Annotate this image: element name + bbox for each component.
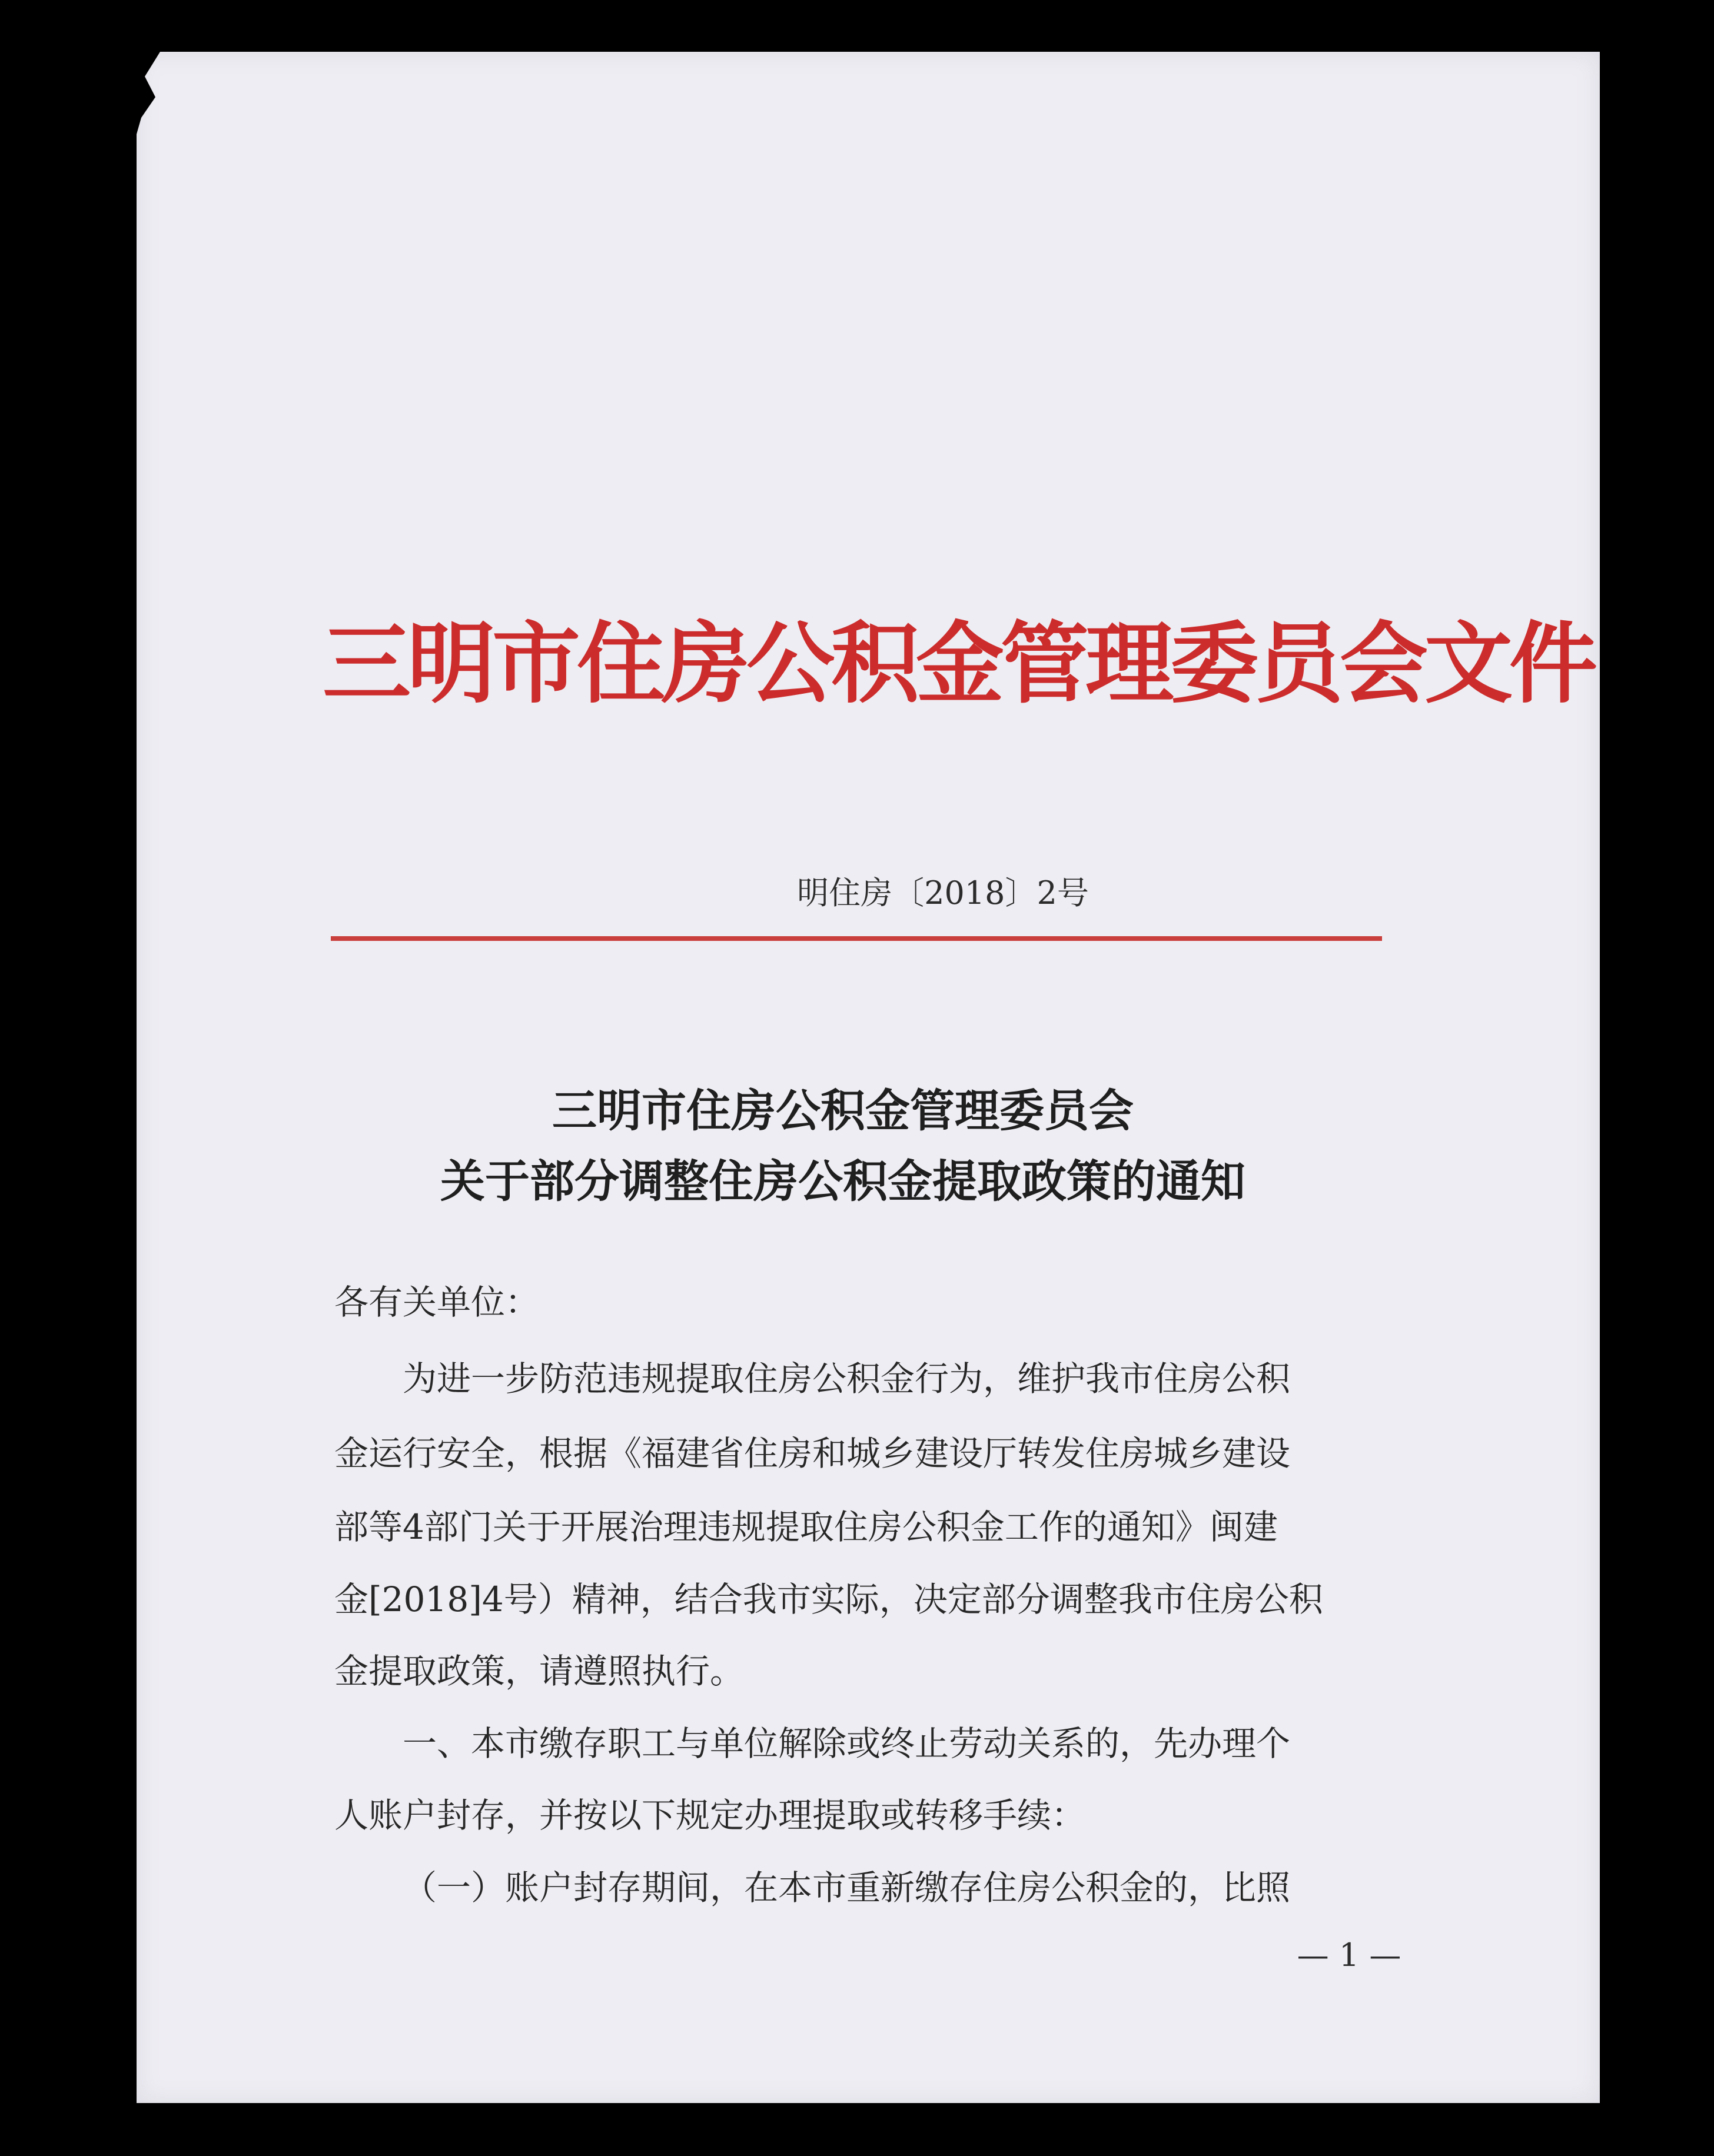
body-line: 金运行安全，根据《福建省住房和城乡建设厅转发住房城乡建设 xyxy=(334,1433,1291,1473)
body-line: 金提取政策，请遵照执行。 xyxy=(334,1651,745,1691)
page-number: — 1 — xyxy=(1297,1937,1401,1974)
body-line: 金[2018]4号）精神，结合我市实际，决定部分调整我市住房公积 xyxy=(334,1579,1323,1619)
body-line: 一、本市缴存职工与单位解除或终止劳动关系的，先办理个 xyxy=(403,1724,1291,1764)
body-line: 部等4部门关于开展治理违规提取住房公积金工作的通知》闽建 xyxy=(334,1507,1278,1547)
red-separator-line xyxy=(331,936,1382,941)
torn-corner xyxy=(137,52,160,134)
body-line: 为进一步防范违规提取住房公积金行为，维护我市住房公积 xyxy=(403,1359,1291,1399)
issuing-authority-header: 三明市住房公积金管理委员会文件 xyxy=(323,612,1595,716)
document-number: 明住房〔2018〕2号 xyxy=(797,874,1089,911)
body-line: （一）账户封存期间，在本市重新缴存住房公积金的，比照 xyxy=(403,1868,1291,1908)
paper-sheet xyxy=(137,52,1600,2103)
salutation: 各有关单位： xyxy=(334,1282,540,1322)
body-line: 人账户封存，并按以下规定办理提取或转移手续： xyxy=(334,1795,1086,1835)
document-title-line-2: 关于部分调整住房公积金提取政策的通知 xyxy=(440,1155,1245,1207)
document-title-line-1: 三明市住房公积金管理委员会 xyxy=(552,1084,1134,1137)
